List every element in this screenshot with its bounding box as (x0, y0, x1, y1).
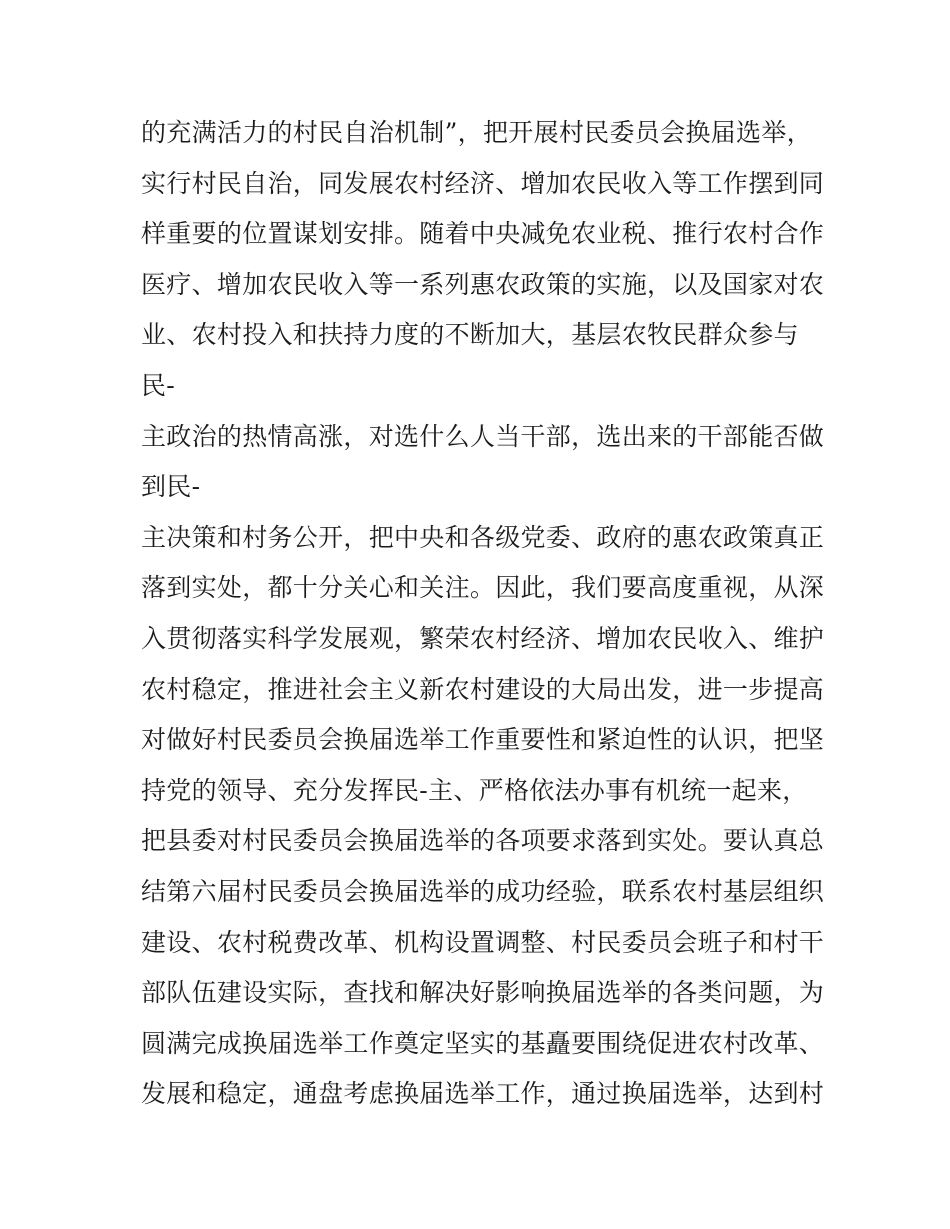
text-line: 样重要的位置谋划安排。随着中央减免农业税、推行农村合作 (141, 219, 825, 249)
text-line: 农村稳定，推进社会主义新农村建设的大局出发，进一步提高 (141, 674, 825, 704)
text-line: 把县委对村民委员会换届选举的各项要求落到实处。要认真总 (141, 826, 825, 856)
text-line: 医疗、增加农民收入等一系列惠农政策的实施，以及国家对农 (141, 269, 825, 299)
text-line: 的充满活力的村民自治机制”，把开展村民委员会换届选举， (141, 118, 812, 147)
text-line: 发展和稳定，通盘考虑换届选举工作，通过换届选举，达到村 (141, 1079, 825, 1109)
text-line: 主决策和村务公开，把中央和各级党委、政府的惠农政策真正 (141, 522, 825, 552)
text-line: 落到实处，都十分关心和关注。因此，我们要高度重视，从深 (141, 573, 825, 603)
text-line: 民- (141, 370, 176, 400)
text-line: 主政治的热情高涨，对选什么人当干部，选出来的干部能否做 (141, 421, 825, 451)
text-line: 建设、农村税费改革、机构设置调整、村民委员会班子和村干 (141, 927, 825, 957)
body-text (141, 108, 825, 1120)
text-line: 到民- (141, 472, 201, 502)
text-line: 对做好村民委员会换届选举工作重要性和紧迫性的认识，把坚 (141, 725, 825, 755)
text-line: 业、农村投入和扶持力度的不断加大，基层农牧民群众参与 (141, 320, 799, 350)
text-line: 入贯彻落实科学发展观，繁荣农村经济、增加农民收入、维护 (141, 623, 825, 653)
text-line: 部队伍建设实际，查找和解决好影响换届选举的各类问题，为 (141, 978, 825, 1008)
text-line: 持党的领导、充分发挥民-主、严格依法办事有机统一起来， (141, 775, 808, 805)
text-line: 实行村民自治，同发展农村经济、增加农民收入等工作摆到同 (141, 168, 825, 198)
text-line: 圆满完成换届选举工作奠定坚实的基矗要围绕促进农村改革、 (141, 1028, 825, 1058)
text-line: 结第六届村民委员会换届选举的成功经验，联系农村基层组织 (141, 876, 825, 906)
